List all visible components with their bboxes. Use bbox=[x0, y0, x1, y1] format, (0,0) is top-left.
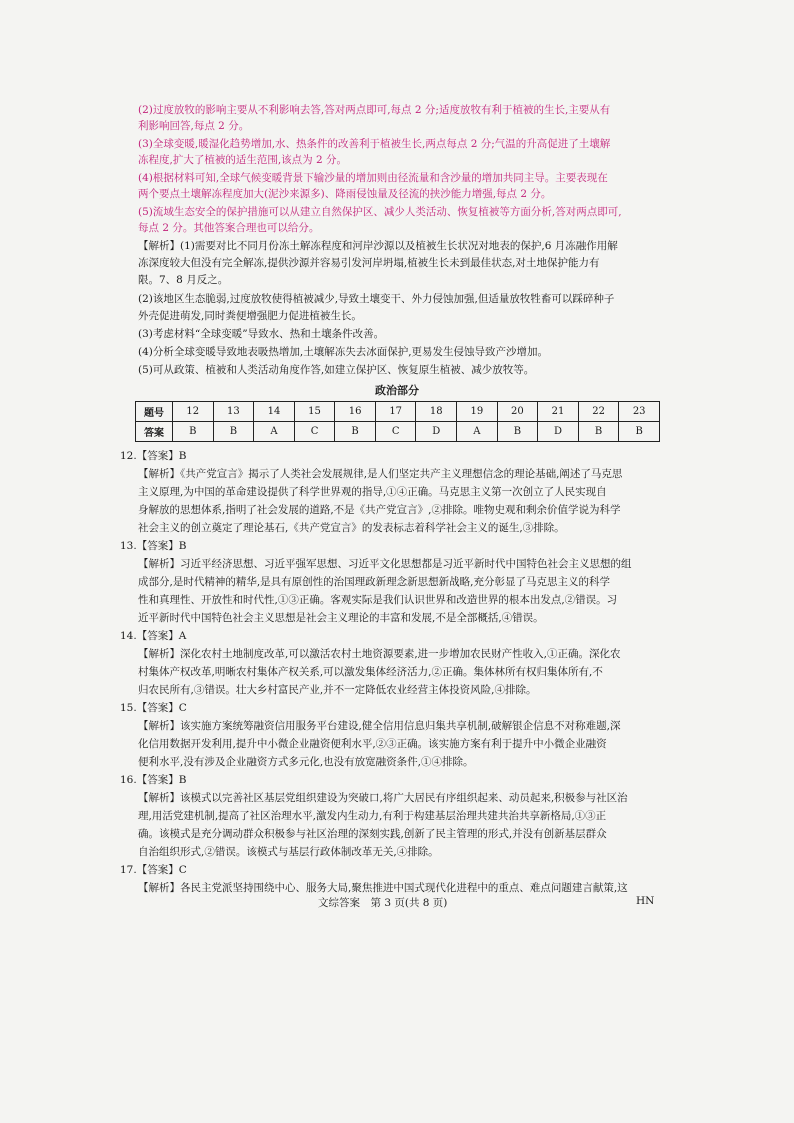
analysis-line: 外壳促进萌发,同时粪便增强肥力促进植被生长。 bbox=[138, 310, 362, 322]
question-number-cell: 20 bbox=[497, 402, 538, 422]
analysis-line: 村集体产权改革,明晰农村集体产权关系,可以激发集体经济活力,②正确。集体林所有权归集体所有,不 bbox=[138, 666, 603, 678]
table-header-cell: 答案 bbox=[136, 422, 173, 442]
analysis-line: 归农民所有,③错误。壮大乡村富民产业,并不一定降低农业经营主体投资风险,④排除。 bbox=[138, 684, 537, 696]
question-number-cell: 22 bbox=[578, 402, 619, 422]
analysis-line: 【解析】该实施方案统筹融资信用服务平台建设,健全信用信息归集共享机制,破解银企信息不对称难题,深 bbox=[138, 720, 621, 732]
question-number-cell: 19 bbox=[457, 402, 498, 422]
analysis-line: 限。7、8 月反之。 bbox=[138, 274, 229, 286]
analysis-line: (4)分析全球变暖导致地表吸热增加,土壤解冻失去冰面保护,更易发生侵蚀导致产沙增加。 bbox=[138, 346, 549, 358]
answer-cell: D bbox=[538, 422, 579, 442]
question-number-cell: 23 bbox=[619, 402, 660, 422]
answer-table bbox=[135, 401, 660, 442]
analysis-line: (2)该地区生态脆弱,过度放牧使得植被减少,导致土壤变干、外力侵蚀加强,但适量放牧牲畜可以踩碎种子 bbox=[138, 293, 615, 305]
page-footer-label: 文综答案 第 3 页(共 8 页) bbox=[318, 897, 448, 909]
analysis-line: 社会主义的创立奠定了理论基石,《共产党宣言》的发表标志着科学社会主义的诞生,③排除。 bbox=[138, 522, 565, 534]
answer-heading: 16.【答案】B bbox=[120, 774, 187, 786]
analysis-line: 【解析】《共产党宣言》揭示了人类社会发展规律,是人们坚定共产主义理想信念的理论基础,阐述了马克思 bbox=[138, 468, 623, 480]
grading-note-line: 冻程度,扩大了植被的适生范围,该点为 2 分。 bbox=[138, 154, 348, 166]
analysis-line: 成部分,是时代精神的精华,是具有原创性的治国理政新理念新思想新战略,充分彰显了马克思主义的科学 bbox=[138, 576, 611, 588]
answer-cell: B bbox=[335, 422, 376, 442]
page-footer-code: HN bbox=[636, 895, 655, 907]
grading-note-line: 利影响回答,每点 2 分。 bbox=[138, 120, 250, 132]
analysis-line: 主义原理,为中国的革命建设提供了科学世界观的指导,①④正确。马克思主义第一次创立了人民实现自 bbox=[138, 486, 607, 498]
analysis-line: 自治组织形式,②错误。该模式与基层行政体制改革无关,④排除。 bbox=[138, 846, 439, 858]
analysis-line: 身解放的思想体系,指明了社会发展的道路,不是《共产党宣言》,②排除。唯物史观和剩余价值学说为科学 bbox=[138, 504, 621, 516]
answer-heading: 13.【答案】B bbox=[120, 540, 187, 552]
table-row-answers bbox=[136, 422, 660, 442]
answer-cell: B bbox=[213, 422, 254, 442]
section-title: 政治部分 bbox=[375, 384, 419, 397]
answer-heading: 12.【答案】B bbox=[120, 450, 187, 462]
answer-cell: D bbox=[416, 422, 457, 442]
analysis-line: (3)考虑材料“全球变暖”导致水、热和土壤条件改善。 bbox=[138, 328, 385, 340]
question-number-cell: 15 bbox=[294, 402, 335, 422]
grading-note-line: (4)根据材料可知,全球气候变暖背景下输沙量的增加则由径流量和含沙量的增加共同主导。主要表现在 bbox=[138, 172, 608, 184]
answer-cell: A bbox=[254, 422, 295, 442]
grading-note-line: (2)过度放牧的影响主要从不利影响去答,答对两点即可,每点 2 分;适度放牧有利于植被的生长,主要从有 bbox=[138, 104, 611, 116]
answer-cell: C bbox=[375, 422, 416, 442]
analysis-line: (5)可从政策、植被和人类活动角度作答,如建立保护区、恢复原生植被、减少放牧等。 bbox=[138, 364, 535, 376]
answer-heading: 14.【答案】A bbox=[120, 630, 187, 642]
analysis-line: 化信用数据开发利用,提升中小微企业融资便利水平,②③正确。该实施方案有利于提升中小微企业融资 bbox=[138, 738, 607, 750]
answer-cell: C bbox=[294, 422, 335, 442]
answer-cell: B bbox=[173, 422, 214, 442]
analysis-line: 【解析】深化农村土地制度改革,可以激活农村土地资源要素,进一步增加农民财产性收入,①正确。深化农 bbox=[138, 648, 621, 660]
analysis-line: 【解析】习近平经济思想、习近平强军思想、习近平文化思想都是习近平新时代中国特色社会主义思想的组 bbox=[138, 558, 632, 570]
answer-heading: 17.【答案】C bbox=[120, 864, 187, 876]
answer-cell: B bbox=[578, 422, 619, 442]
question-number-cell: 14 bbox=[254, 402, 295, 422]
answer-cell: B bbox=[497, 422, 538, 442]
grading-note-line: 两个要点土壤解冻程度加大(泥沙来源多)、降雨侵蚀量及径流的挟沙能力增强,每点 2 分。 bbox=[138, 188, 552, 200]
question-number-cell: 13 bbox=[213, 402, 254, 422]
grading-note-line: (5)流域生态安全的保护措施可以从建立自然保护区、减少人类活动、恢复植被等方面分析,答对两点即可, bbox=[138, 206, 622, 218]
question-number-cell: 12 bbox=[173, 402, 214, 422]
table-row-numbers bbox=[136, 402, 660, 422]
analysis-line: 【解析】各民主党派坚持围绕中心、服务大局,聚焦推进中国式现代化进程中的重点、难点问题建言献策,这 bbox=[138, 882, 628, 894]
analysis-line: 【解析】(1)需要对比不同月份冻土解冻程度和河岸沙源以及植被生长状况对地表的保护,6 月冻融作用解 bbox=[138, 240, 618, 252]
answer-cell: A bbox=[457, 422, 498, 442]
answer-heading: 15.【答案】C bbox=[120, 702, 187, 714]
analysis-line: 冻深度较大但没有完全解冻,提供沙源并容易引发河岸坍塌,植被生长未到最佳状态,对土地保护能力有 bbox=[138, 257, 600, 269]
question-number-cell: 17 bbox=[375, 402, 416, 422]
question-number-cell: 21 bbox=[538, 402, 579, 422]
grading-note-line: (3)全球变暖,暖湿化趋势增加,水、热条件的改善利于植被生长,两点每点 2 分;气温的升高促进了土壤解 bbox=[138, 138, 611, 150]
grading-note-line: 每点 2 分。其他答案合理也可以给分。 bbox=[138, 222, 320, 234]
analysis-line: 【解析】该模式以完善社区基层党组织建设为突破口,将广大居民有序组织起来、动员起来,积极参与社区治 bbox=[138, 792, 628, 804]
analysis-line: 性和真理性、开放性和时代性,①③正确。客观实际是我们认识世界和改造世界的根本出发点,②错误。习 bbox=[138, 594, 618, 606]
analysis-line: 近平新时代中国特色社会主义思想是社会主义理论的丰富和发展,不是全部概括,④错误。 bbox=[138, 612, 544, 624]
question-number-cell: 16 bbox=[335, 402, 376, 422]
table-header-cell: 题号 bbox=[136, 402, 173, 422]
analysis-line: 确。该模式是充分调动群众积极参与社区治理的深刻实践,创新了民主管理的形式,并没有创新基层群众 bbox=[138, 828, 607, 840]
analysis-line: 便利水平,没有涉及企业融资方式多元化,也没有放宽融资条件,①④排除。 bbox=[138, 756, 474, 768]
question-number-cell: 18 bbox=[416, 402, 457, 422]
analysis-line: 理,用活党建机制,提高了社区治理水平,激发内生动力,有利于构建基层治理共建共治共享新格局,①③正 bbox=[138, 810, 607, 822]
answer-cell: B bbox=[619, 422, 660, 442]
